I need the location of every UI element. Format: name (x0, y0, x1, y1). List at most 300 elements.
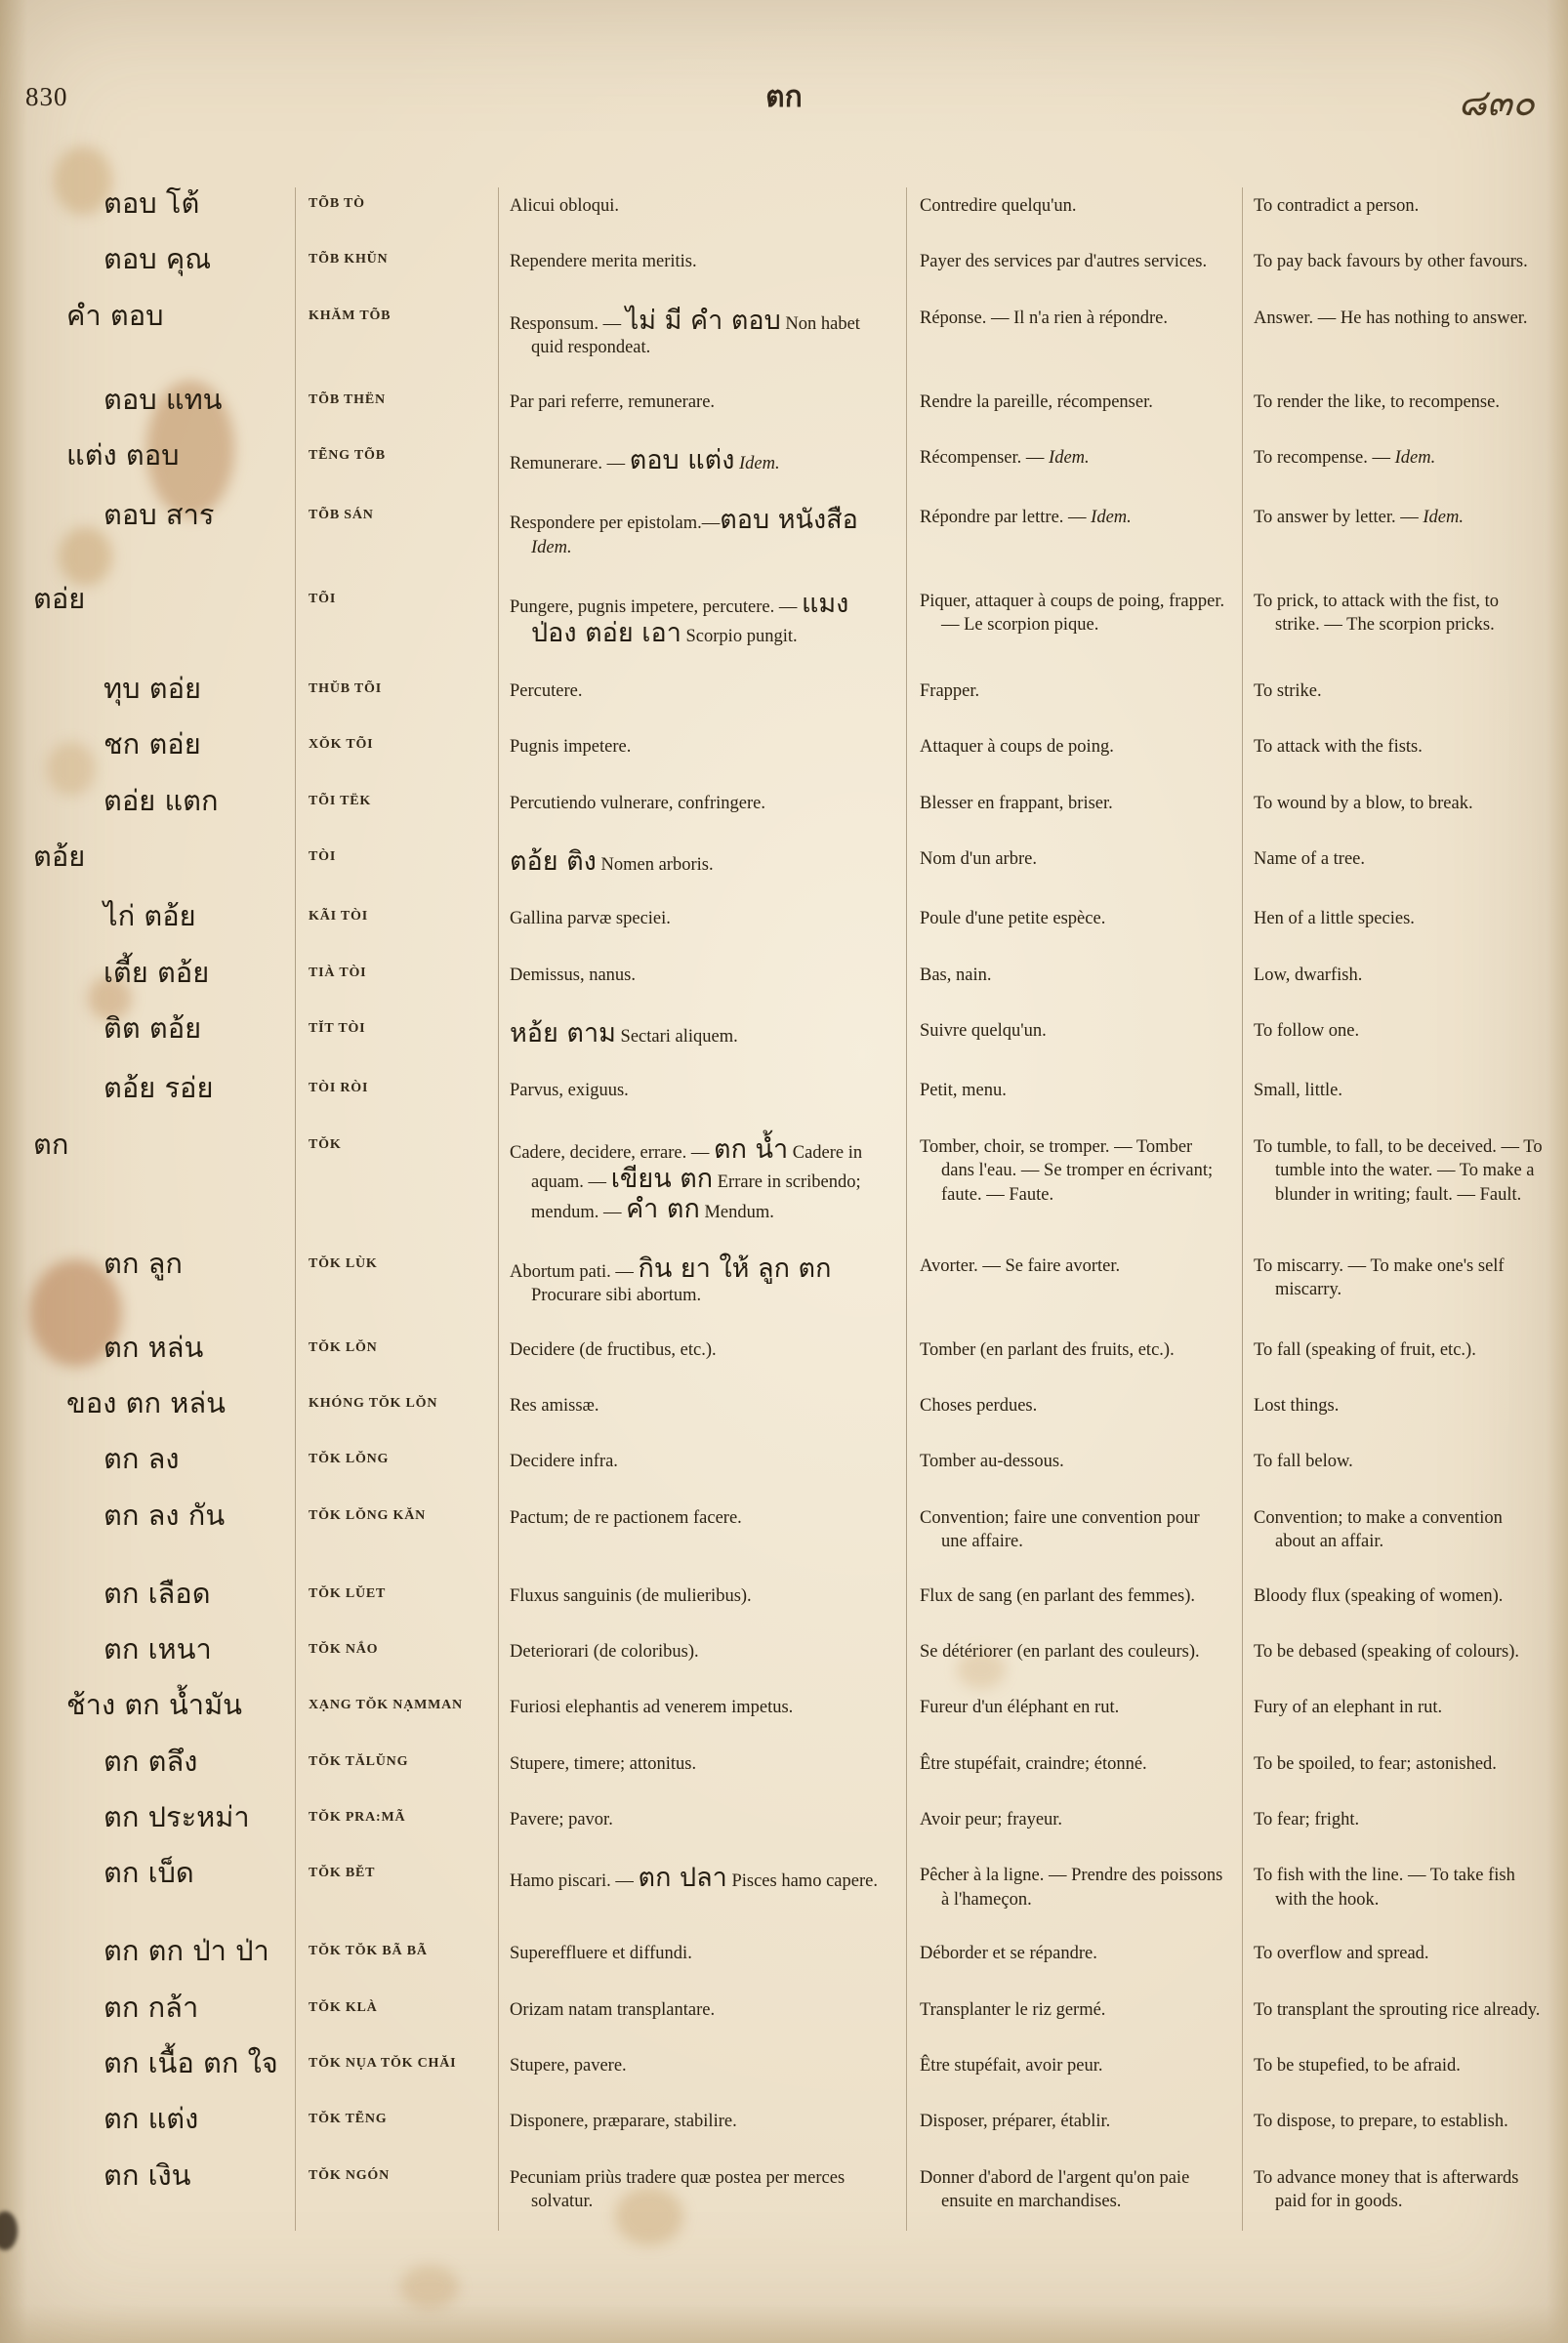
french-definition (906, 384, 1242, 416)
french-definition (906, 583, 1242, 649)
latin-definition (498, 1689, 906, 1721)
latin-definition (498, 187, 906, 220)
table-row (29, 1443, 1548, 1475)
french-definition (906, 673, 1242, 705)
table-row (29, 957, 1548, 989)
thai-word: ตอ่ย แตก (103, 783, 219, 817)
latin-definition (498, 728, 906, 760)
definition-text: To answer by letter. — (1254, 508, 1424, 528)
thai-word: ตอบ โต้ (103, 186, 200, 220)
english-definition (1242, 728, 1548, 760)
latin-definition (498, 2047, 906, 2079)
definition-text: Donner d'abord de l'argent qu'on paie ensuite en marchandises. (920, 2167, 1190, 2211)
french-definition (906, 1129, 1242, 1224)
french-definition (906, 957, 1242, 989)
thai-word: ตก ตลึง (103, 1744, 198, 1778)
english-definition (1242, 673, 1548, 705)
english-definition (1242, 1012, 1548, 1048)
table-row (29, 439, 1548, 475)
latin-definition (498, 2159, 906, 2214)
definition-text: Être stupéfait, avoir peur. (920, 2055, 1103, 2076)
french-definition (906, 1992, 1242, 2024)
thai-word: ไก่ ตอ้ย (103, 899, 196, 933)
definition-text: To miscarry. — To make one's self miscarry. (1254, 1255, 1505, 1300)
definition-text: To be spoiled, to fear; astonished. (1254, 1753, 1497, 1774)
latin-definition (498, 1857, 906, 1911)
definition-text: Name of a tree. (1254, 848, 1366, 869)
latin-definition (498, 1443, 906, 1475)
romanization: THŬB TÕI (309, 680, 382, 696)
definition-text: Avorter. — Se faire avorter. (920, 1255, 1121, 1276)
french-definition (906, 1935, 1242, 1967)
definition-text: Answer. — He has nothing to answer. (1254, 308, 1528, 328)
french-definition (906, 499, 1242, 559)
definition-text: Tomber (en parlant des fruits, etc.). (920, 1339, 1175, 1360)
table-row (29, 1992, 1548, 2024)
table-row (29, 384, 1548, 416)
english-definition (1242, 384, 1548, 416)
definition-text: Procurare sibi abortum. (531, 1286, 702, 1306)
definition-text: Convention; to make a convention about an affair. (1254, 1507, 1503, 1552)
latin-definition (498, 1012, 906, 1048)
romanization: TŎK LŎNG KĂN (309, 1507, 427, 1523)
romanization: TŎK KLÀ (309, 1999, 378, 2015)
definition-text: Idem. (1049, 447, 1090, 468)
romanization: TŎK TŎK BÃ BÃ (309, 1944, 428, 1959)
english-definition (1242, 583, 1548, 649)
definition-text: To overflow and spread. (1254, 1944, 1429, 1964)
romanization: TŎK LŬET (309, 1585, 387, 1601)
english-definition (1242, 785, 1548, 817)
definition-text: Frapper. (920, 680, 980, 701)
definition-text: Attaquer à coups de poing. (920, 737, 1114, 758)
definition-text: Tomber au-dessous. (920, 1452, 1064, 1472)
definition-text: Suivre quelqu'un. (920, 1021, 1047, 1041)
definition-text: Récompenser. — (920, 447, 1050, 468)
thai-word: ตก ลง (103, 1442, 180, 1476)
romanization: TŎK NỤA TŎK CHĂI (309, 2055, 457, 2071)
definition-text: Idem. (531, 537, 572, 557)
table-row (29, 1857, 1548, 1911)
romanization: TÕB TÒ (309, 196, 365, 211)
romanization: KHÓNG TŎK LŎN (309, 1396, 438, 1412)
french-definition (906, 841, 1242, 877)
definition-text: Pavere; pavor. (510, 1810, 613, 1829)
definition-text: To dispose, to prepare, to establish. (1254, 2112, 1508, 2132)
english-definition (1242, 1992, 1548, 2024)
definition-text: To tumble, to fall, to be deceived. — To tumble into the water. — To make a blunder in writing; fault. — Fault. (1254, 1136, 1543, 1205)
latin-definition (498, 1332, 906, 1364)
definition-text: Hamo piscari. — (510, 1871, 639, 1892)
table-row (29, 1129, 1548, 1224)
latin-definition (498, 673, 906, 705)
latin-definition (498, 1072, 906, 1104)
french-definition (906, 2103, 1242, 2135)
table-row (29, 841, 1548, 877)
english-definition (1242, 300, 1548, 360)
english-definition (1242, 1072, 1548, 1104)
definition-text: Par pari referre, remunerare. (510, 391, 716, 412)
french-definition (906, 2047, 1242, 2079)
definition-text: Pugnis impetere. (510, 737, 632, 758)
definition-text: Idem. (1091, 508, 1132, 528)
definition-text: Nom d'un arbre. (920, 848, 1037, 869)
definition-text: Stupere, timere; attonitus. (510, 1753, 697, 1774)
definition-text: Répondre par lettre. — (920, 508, 1092, 528)
latin-definition (498, 1578, 906, 1610)
inline-thai-phrase: แมง ป่อง ตอ่ย เอา (531, 589, 849, 649)
definition-text: Stupere, pavere. (510, 2055, 627, 2076)
page-number-right-thai: ๘๓๐ (1458, 81, 1535, 124)
definition-text: Parvus, exiguus. (510, 1081, 629, 1101)
french-definition (906, 1857, 1242, 1911)
thai-word: ตก ลูก (103, 1246, 183, 1280)
inline-thai-phrase: ตอ้ย ติง (510, 845, 597, 877)
romanization: XŎK TÕI (309, 737, 374, 753)
definition-text: Fluxus sanguinis (de mulieribus). (510, 1585, 752, 1606)
romanization: TŎK TẼNG (309, 2112, 388, 2127)
thai-word: ตก แต่ง (103, 2102, 199, 2136)
english-definition (1242, 1578, 1548, 1610)
english-definition (1242, 499, 1548, 559)
definition-text: Petit, menu. (920, 1081, 1007, 1101)
table-row (29, 1012, 1548, 1048)
romanization: TŎK NGÓN (309, 2167, 391, 2183)
thai-word: ตอ้ย (33, 839, 86, 873)
romanization: XẠNG TŎK NẠMMAN (309, 1698, 463, 1713)
definition-text: Disposer, préparer, établir. (920, 2112, 1111, 2132)
thai-word: ตก กล้า (103, 1990, 199, 2024)
latin-definition (498, 1992, 906, 2024)
definition-text: Remunerare. — (510, 453, 630, 473)
english-definition (1242, 1857, 1548, 1911)
definition-text: Avoir peur; frayeur. (920, 1810, 1063, 1829)
thai-word: แต่ง ตอบ (66, 437, 180, 472)
latin-definition (498, 957, 906, 989)
latin-definition (498, 439, 906, 475)
definition-text: Cadere in aquam. — (531, 1142, 863, 1193)
french-definition (906, 1443, 1242, 1475)
french-definition (906, 1500, 1242, 1554)
definition-text: Réponse. — Il n'a rien à répondre. (920, 308, 1169, 328)
english-definition (1242, 1129, 1548, 1224)
definition-text: To prick, to attack with the fist, to strike. — The scorpion pricks. (1254, 592, 1499, 636)
thai-word: ตก ลง กัน (103, 1498, 226, 1532)
english-definition (1242, 1746, 1548, 1778)
table-row (29, 2047, 1548, 2079)
table-row (29, 900, 1548, 932)
definition-text: Blesser en frappant, briser. (920, 793, 1113, 813)
definition-text: Low, dwarfish. (1254, 965, 1363, 985)
definition-text: Pêcher à la ligne. — Prendre des poissons à l'hameçon. (920, 1866, 1223, 1910)
english-definition (1242, 439, 1548, 475)
thai-word: ตก เบ็ด (103, 1856, 194, 1890)
english-definition (1242, 1332, 1548, 1364)
latin-definition (498, 1500, 906, 1554)
definition-text: To fear; fright. (1254, 1810, 1360, 1829)
romanization: TÕB KHŬN (309, 252, 389, 267)
definition-text: To recompense. — (1254, 447, 1395, 468)
latin-definition (498, 300, 906, 360)
thai-word: คำ ตอบ (66, 298, 164, 332)
latin-definition (498, 1935, 906, 1967)
latin-definition (498, 1129, 906, 1224)
definition-text: Payer des services par d'autres services. (920, 252, 1208, 272)
page-number-left: 830 (25, 82, 68, 111)
table-row (29, 1387, 1548, 1419)
page-header-thai-word: ตก (765, 80, 803, 114)
thai-word: ตอ่ย (33, 582, 86, 616)
latin-definition (498, 384, 906, 416)
definition-text: Convention; faire une convention pour une affaire. (920, 1507, 1200, 1552)
inline-thai-phrase: เขียน ตก (610, 1164, 714, 1195)
table-row (29, 583, 1548, 649)
romanization: TÕB SÁN (309, 508, 374, 523)
latin-definition (498, 1801, 906, 1833)
thai-word: ตอบ แทน (103, 382, 223, 416)
latin-definition (498, 785, 906, 817)
french-definition (906, 243, 1242, 275)
french-definition (906, 1746, 1242, 1778)
english-definition (1242, 1689, 1548, 1721)
definition-text: To attack with the fists. (1254, 737, 1423, 758)
definition-text: Furiosi elephantis ad venerem impetus. (510, 1698, 794, 1718)
romanization: TŎK LÙK (309, 1255, 378, 1271)
thai-word: ตก ตก ป่า ป่า (103, 1934, 269, 1968)
definition-text: To fall (speaking of fruit, etc.). (1254, 1339, 1476, 1360)
english-definition (1242, 1500, 1548, 1554)
latin-definition (498, 1633, 906, 1665)
definition-text: Déborder et se répandre. (920, 1944, 1097, 1964)
definition-text: Idem. (734, 453, 780, 473)
definition-text: Decidere infra. (510, 1452, 618, 1472)
paper-stain (0, 2211, 18, 2250)
table-row (29, 1072, 1548, 1104)
romanization: TIÀ TÒI (309, 965, 367, 980)
table-row (29, 1500, 1548, 1554)
table-row (29, 1578, 1548, 1610)
romanization: TŎK PRA:MÃ (309, 1810, 406, 1825)
french-definition (906, 439, 1242, 475)
french-definition (906, 1578, 1242, 1610)
definition-text: Être stupéfait, craindre; étonné. (920, 1753, 1147, 1774)
definition-text: To fall below. (1254, 1452, 1353, 1472)
french-definition (906, 1689, 1242, 1721)
paper-stain (400, 2265, 459, 2309)
thai-word: ของ ตก หล่น (66, 1386, 226, 1420)
inline-thai-phrase: ตอบ แต่ง (629, 444, 735, 475)
table-row (29, 300, 1548, 360)
definition-text: Nomen arboris. (596, 854, 714, 875)
definition-text: Demissus, nanus. (510, 965, 636, 985)
thai-word: ตก ประหม่า (103, 1800, 250, 1833)
definition-text: Bloody flux (speaking of women). (1254, 1585, 1504, 1606)
romanization: KHĂM TÕB (309, 308, 392, 323)
definition-text: Res amissæ. (510, 1396, 599, 1417)
definition-text: Tomber, choir, se tromper. — Tomber dans l'eau. — Se tromper en écrivant; faute. — Faute. (920, 1136, 1214, 1205)
table-row (29, 785, 1548, 817)
romanization: TẼNG TÕB (309, 447, 386, 463)
latin-definition (498, 1746, 906, 1778)
definition-text: Orizam natam transplantare. (510, 1999, 716, 2020)
english-definition (1242, 2103, 1548, 2135)
table-row (29, 1801, 1548, 1833)
table-row (29, 243, 1548, 275)
romanization: TÕI (309, 592, 337, 607)
romanization: TÕI TËK (309, 793, 372, 808)
definition-text: To pay back favours by other favours. (1254, 252, 1528, 272)
definition-text: Rendre la pareille, récompenser. (920, 391, 1153, 412)
definition-text: Pecuniam priùs tradere quæ postea per merces solvatur. (510, 2167, 846, 2211)
definition-text: Lost things. (1254, 1396, 1340, 1417)
table-row (29, 1633, 1548, 1665)
definition-text: To advance money that is afterwards paid for in goods. (1254, 2167, 1519, 2211)
english-definition (1242, 243, 1548, 275)
french-definition (906, 1072, 1242, 1104)
definition-text: Disponere, præparare, stabilire. (510, 2112, 737, 2132)
latin-definition (498, 499, 906, 559)
definition-text: Respondere per epistolam.— (510, 514, 721, 534)
french-definition (906, 785, 1242, 817)
definition-text: Transplanter le riz germé. (920, 1999, 1106, 2020)
romanization: TÒI RÒI (309, 1081, 369, 1096)
definition-text: Errare in scribendo; mendum. — (531, 1172, 861, 1222)
thai-word: ตอ้ย รอ่ย (103, 1071, 214, 1105)
definition-text: Scorpio pungit. (681, 627, 798, 647)
thai-word: เตี้ย ตอ้ย (103, 955, 210, 989)
thai-word: ตก (33, 1127, 69, 1161)
romanization: TĬT TÒI (309, 1021, 366, 1036)
definition-text: Hen of a little species. (1254, 909, 1415, 929)
definition-text: To transplant the sprouting rice already. (1254, 1999, 1541, 2020)
french-definition (906, 1387, 1242, 1419)
thai-word: ตก เนื้อ ตก ใจ (103, 2045, 278, 2079)
romanization: TŎK LŎN (309, 1339, 378, 1355)
thai-word: ทุบ ตอ่ย (103, 671, 201, 705)
romanization: TŎK NẮO (309, 1641, 379, 1657)
definition-text: Contredire quelqu'un. (920, 196, 1077, 216)
thai-word: ตก หล่น (103, 1330, 204, 1364)
english-definition (1242, 1248, 1548, 1308)
latin-definition (498, 900, 906, 932)
romanization: TŎK TĂLŬNG (309, 1753, 409, 1769)
definition-text: Mendum. (699, 1202, 774, 1222)
english-definition (1242, 2159, 1548, 2214)
latin-definition (498, 841, 906, 877)
romanization: TŎK BĔT (309, 1866, 376, 1881)
definition-text: Gallina parvæ speciei. (510, 909, 671, 929)
english-definition (1242, 2047, 1548, 2079)
table-row (29, 1689, 1548, 1721)
definition-text: To contradict a person. (1254, 196, 1420, 216)
definition-text: Flux de sang (en parlant des femmes). (920, 1585, 1196, 1606)
definition-text: To render the like, to recompense. (1254, 391, 1500, 412)
definition-text: Idem. (1394, 447, 1436, 468)
thai-word: ตก เลือด (103, 1576, 211, 1610)
definition-text: Percutiendo vulnerare, confringere. (510, 793, 765, 813)
definition-text: Poule d'une petite espèce. (920, 909, 1106, 929)
table-row (29, 1746, 1548, 1778)
definition-text: Alicui obloqui. (510, 196, 620, 216)
entry-rows (29, 187, 1548, 2213)
french-definition (906, 300, 1242, 360)
latin-definition (498, 2103, 906, 2135)
latin-definition (498, 1248, 906, 1308)
inline-thai-phrase: ตก น้ำ (714, 1133, 789, 1165)
inline-thai-phrase: กิน ยา ให้ ลูก ตก (638, 1253, 832, 1284)
definition-text: Piquer, attaquer à coups de poing, frapper. — Le scorpion pique. (920, 592, 1225, 636)
inline-thai-phrase: หอ้ย ตาม (510, 1018, 616, 1048)
definition-text: Se détériorer (en parlant des couleurs). (920, 1641, 1200, 1662)
table-row (29, 2103, 1548, 2135)
table-row (29, 2159, 1548, 2214)
definition-text: Decidere (de fructibus, etc.). (510, 1339, 717, 1360)
english-definition (1242, 1801, 1548, 1833)
definition-text: Responsum. — (510, 313, 626, 334)
english-definition (1242, 1633, 1548, 1665)
thai-word: ตก เหนา (103, 1631, 212, 1665)
definition-text: Fureur d'un éléphant en rut. (920, 1698, 1120, 1718)
definition-text: Abortum pati. — (510, 1261, 639, 1282)
table-row (29, 728, 1548, 760)
definition-text: Bas, nain. (920, 965, 992, 985)
english-definition (1242, 1387, 1548, 1419)
definition-text: Pactum; de re pactionem facere. (510, 1507, 742, 1528)
romanization: TŎK (309, 1136, 342, 1152)
french-definition (906, 1248, 1242, 1308)
definition-text: Rependere merita meritis. (510, 252, 697, 272)
definition-text: To strike. (1254, 680, 1322, 701)
english-definition (1242, 187, 1548, 220)
definition-text: To be stupefied, to be afraid. (1254, 2055, 1461, 2076)
definition-text: Small, little. (1254, 1081, 1342, 1101)
english-definition (1242, 1443, 1548, 1475)
definition-text: Pisces hamo capere. (726, 1871, 878, 1892)
definition-text: Non habet quid respondeat. (531, 313, 860, 358)
inline-thai-phrase: ตอบ หนังสือ (720, 505, 858, 536)
definition-text: To be debased (speaking of colours). (1254, 1641, 1520, 1662)
thai-word: ตอบ คุณ (103, 242, 212, 276)
table-row (29, 1332, 1548, 1364)
definition-text: Cadere, decidere, errare. — (510, 1142, 715, 1163)
inline-thai-phrase: ไม่ มี คำ ตอบ (625, 305, 781, 336)
latin-definition (498, 243, 906, 275)
definition-text: To wound by a blow, to break. (1254, 793, 1473, 813)
definition-text: Pungere, pugnis impetere, percutere. — (510, 597, 802, 618)
english-definition (1242, 900, 1548, 932)
thai-word: ติต ตอ้ย (103, 1011, 202, 1045)
definition-text: Deteriorari (de coloribus). (510, 1641, 699, 1662)
english-definition (1242, 841, 1548, 877)
definition-text: Supereffluere et diffundi. (510, 1944, 692, 1964)
dictionary-table (29, 187, 1548, 2237)
definition-text: Choses perdues. (920, 1396, 1038, 1417)
definition-text: To fish with the line. — To take fish with the hook. (1254, 1866, 1515, 1910)
inline-thai-phrase: ตก ปลา (638, 1863, 727, 1894)
definition-text: Idem. (1423, 508, 1464, 528)
table-row (29, 1935, 1548, 1967)
romanization: TÕB THËN (309, 391, 386, 407)
french-definition (906, 2159, 1242, 2214)
thai-word: ตอบ สาร (103, 498, 215, 532)
french-definition (906, 187, 1242, 220)
french-definition (906, 1633, 1242, 1665)
french-definition (906, 1801, 1242, 1833)
romanization: KÃI TÒI (309, 909, 368, 925)
french-definition (906, 900, 1242, 932)
definition-text: To follow one. (1254, 1021, 1360, 1041)
definition-text: Sectari aliquem. (615, 1027, 738, 1047)
